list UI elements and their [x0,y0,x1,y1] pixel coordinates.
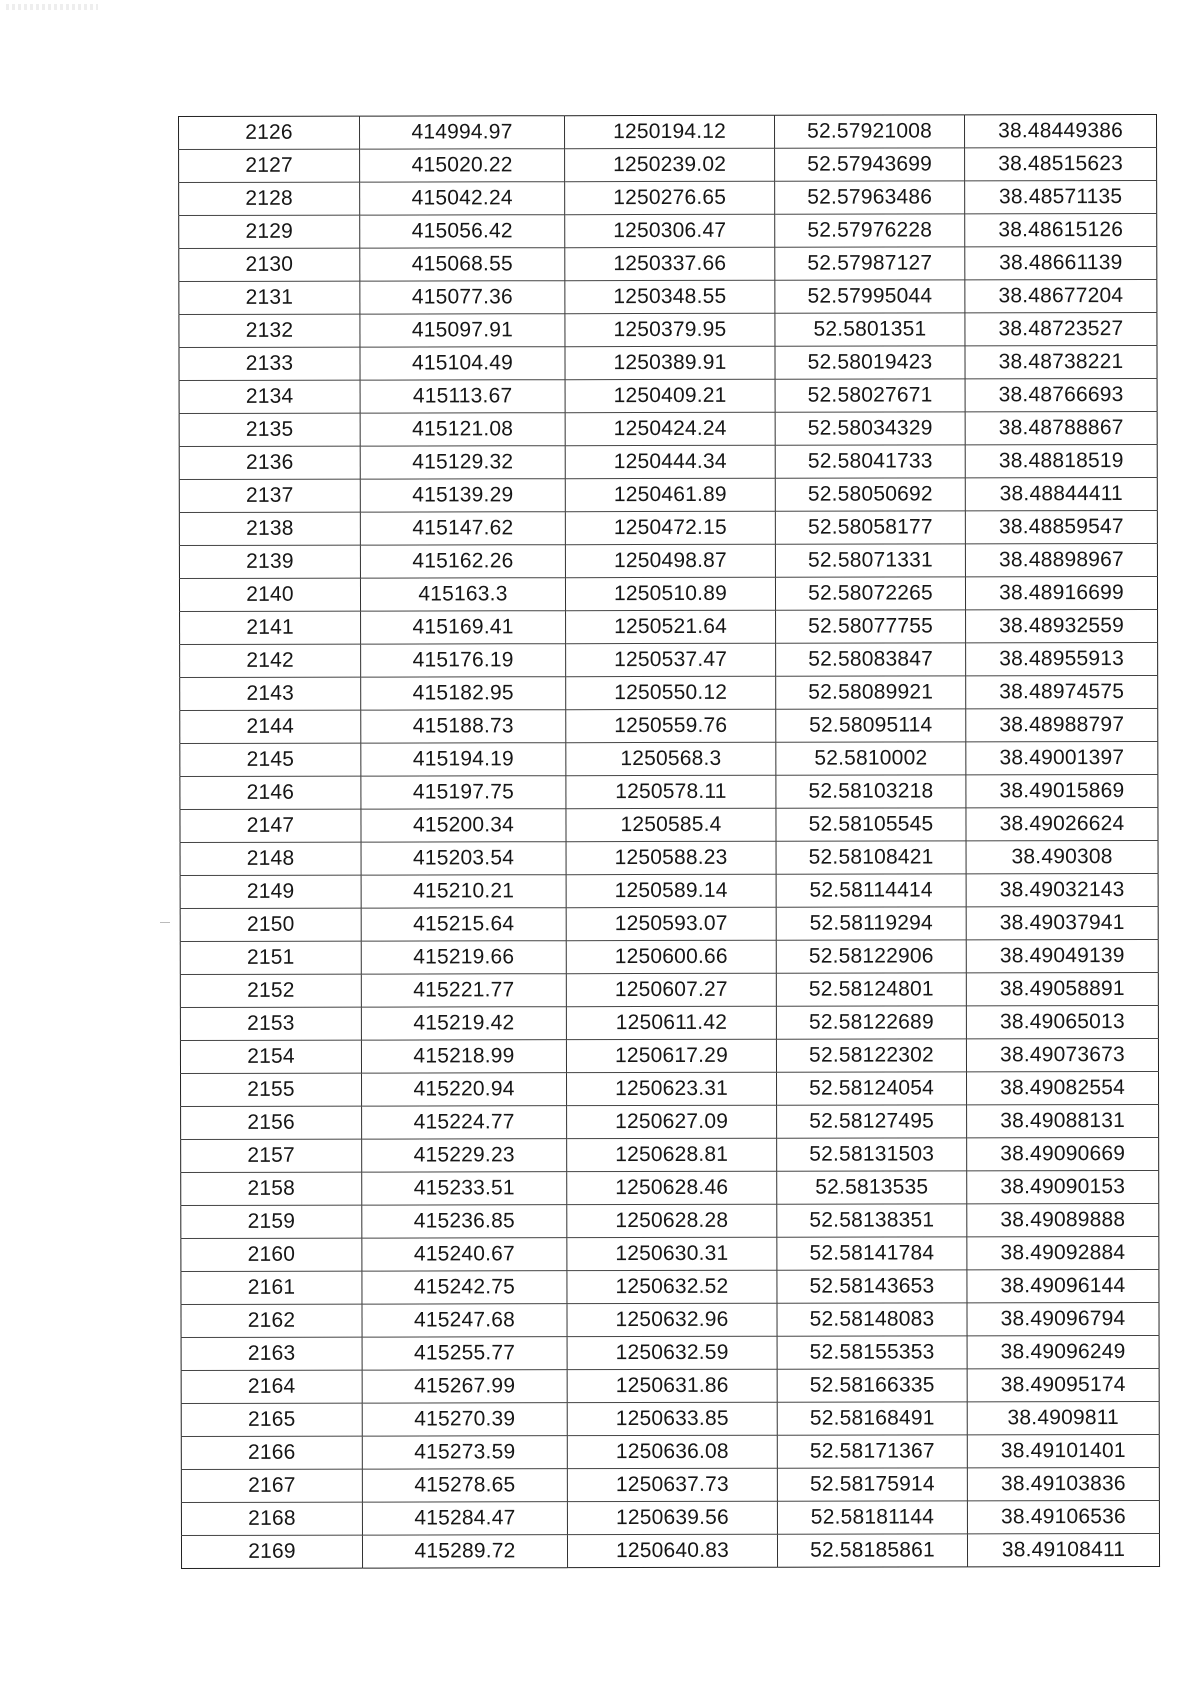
y-coordinate-cell: 1250472.15 [565,511,775,544]
point-number-cell: 2133 [179,347,360,380]
latitude-cell: 52.58185861 [777,1534,967,1567]
x-coordinate-cell: 415233.51 [362,1172,567,1205]
point-number-cell: 2156 [181,1106,362,1139]
x-coordinate-cell: 415182.95 [361,677,566,710]
latitude-cell: 52.58166335 [777,1369,967,1402]
x-coordinate-cell: 415219.42 [361,1007,566,1040]
x-coordinate-cell: 415284.47 [362,1502,567,1535]
x-coordinate-cell: 415020.22 [360,149,565,182]
x-coordinate-cell: 415218.99 [361,1040,566,1073]
point-number-cell: 2134 [179,380,360,413]
y-coordinate-cell: 1250276.65 [565,181,775,214]
x-coordinate-cell: 415176.19 [361,644,566,677]
x-coordinate-cell: 415121.08 [360,413,565,446]
table-row [179,510,1157,545]
table-row [180,741,1158,776]
longitude-cell: 38.48898967 [965,543,1157,576]
latitude-cell: 52.58077755 [776,610,966,643]
y-coordinate-cell: 1250589.14 [566,874,776,907]
longitude-cell: 38.49088131 [967,1104,1159,1137]
latitude-cell: 52.58027671 [775,379,965,412]
latitude-cell: 52.58141784 [777,1237,967,1270]
y-coordinate-cell: 1250306.47 [565,214,775,247]
x-coordinate-cell: 415147.62 [360,512,565,545]
y-coordinate-cell: 1250631.86 [567,1369,777,1402]
latitude-cell: 52.58105545 [776,808,966,841]
latitude-cell: 52.58122906 [776,940,966,973]
y-coordinate-cell: 1250498.87 [565,544,775,577]
y-coordinate-cell: 1250510.89 [565,577,775,610]
y-coordinate-cell: 1250588.23 [566,841,776,874]
x-coordinate-cell: 415219.66 [361,941,566,974]
table-row [179,477,1157,512]
coordinates-table [178,114,1160,1569]
latitude-cell: 52.57995044 [775,280,965,313]
scan-header-mark [6,4,98,10]
longitude-cell: 38.48859547 [965,510,1157,543]
point-number-cell: 2142 [180,644,361,677]
table-row [181,1467,1159,1502]
longitude-cell: 38.48988797 [966,708,1158,741]
latitude-cell: 52.58155353 [777,1336,967,1369]
table-row [180,1005,1158,1040]
point-number-cell: 2126 [179,116,360,149]
longitude-cell: 38.49108411 [1001,1538,1126,1562]
y-coordinate-cell: 1250617.29 [566,1039,776,1072]
latitude-cell: 52.58124054 [777,1072,967,1105]
x-coordinate-cell: 415278.65 [362,1469,567,1502]
table-row [179,279,1157,314]
longitude-cell: 38.490308 [966,840,1158,873]
table-row [181,1434,1159,1469]
table-row [181,1500,1159,1535]
point-number-cell: 2153 [180,1007,361,1040]
x-coordinate-cell: 415188.73 [361,710,566,743]
table-row [181,1302,1159,1337]
longitude-cell: 38.48571135 [965,180,1157,213]
point-number-cell: 2132 [179,314,360,347]
x-coordinate-cell: 415056.42 [360,215,565,248]
latitude-cell: 52.58119294 [776,907,966,940]
y-coordinate-cell: 1250632.96 [567,1303,777,1336]
y-coordinate-cell: 1250461.89 [565,478,775,511]
table-row [180,1038,1158,1073]
x-coordinate-cell: 415242.75 [362,1271,567,1304]
table-row [179,345,1157,380]
latitude-cell: 52.58083847 [776,643,966,676]
table-row [181,1368,1159,1403]
x-coordinate-cell: 415197.75 [361,776,566,809]
longitude-cell: 38.49032143 [966,873,1158,906]
longitude-cell: 38.49058891 [966,972,1158,1005]
point-number-cell: 2155 [181,1073,362,1106]
y-coordinate-cell: 1250379.95 [565,313,775,346]
latitude-cell: 52.58175914 [777,1468,967,1501]
y-coordinate-cell: 1250628.28 [567,1204,777,1237]
x-coordinate-cell: 415169.41 [361,611,566,644]
x-coordinate-cell: 415273.59 [362,1436,567,1469]
longitude-cell: 38.49089888 [967,1203,1159,1236]
table-row [181,1269,1159,1304]
table-row [180,774,1158,809]
x-coordinate-cell: 415267.99 [362,1370,567,1403]
table-row [179,114,1157,149]
latitude-cell: 52.58131503 [777,1138,967,1171]
longitude-cell: 38.48916699 [965,576,1157,609]
y-coordinate-cell: 1250389.91 [565,346,775,379]
table-row [179,180,1157,215]
latitude-cell: 52.58143653 [777,1270,967,1303]
longitude-cell: 38.49026624 [966,807,1158,840]
point-number-cell: 2160 [181,1238,362,1271]
y-coordinate-cell: 1250611.42 [566,1006,776,1039]
latitude-cell: 52.58114414 [776,874,966,907]
latitude-cell: 52.58072265 [775,577,965,610]
latitude-cell: 52.58171367 [777,1435,967,1468]
point-number-cell: 2147 [180,809,361,842]
y-coordinate-cell: 1250424.24 [565,412,775,445]
point-number-cell: 2137 [179,479,360,512]
point-number-cell: 2157 [181,1139,362,1172]
longitude-cell: 38.48932559 [966,609,1158,642]
y-coordinate-cell: 1250607.27 [566,973,776,1006]
y-coordinate-cell: 1250568.3 [566,742,776,775]
longitude-cell: 38.48615126 [965,213,1157,246]
y-coordinate-cell: 1250627.09 [567,1105,777,1138]
point-number-cell: 2130 [179,248,360,281]
table-row [179,246,1157,281]
x-coordinate-cell: 415162.26 [360,545,565,578]
latitude-cell: 52.58019423 [775,346,965,379]
y-coordinate-cell: 1250550.12 [566,676,776,709]
x-coordinate-cell: 415224.77 [362,1106,567,1139]
table-row [180,609,1158,644]
latitude-cell: 52.58181144 [777,1501,967,1534]
latitude-cell: 52.58071331 [775,544,965,577]
point-number-cell: 2136 [179,446,360,479]
point-number-cell: 2163 [181,1337,362,1370]
longitude-cell: 38.49037941 [966,906,1158,939]
point-number-cell: 2152 [180,974,361,1007]
longitude-cell: 38.49090153 [967,1170,1159,1203]
latitude-cell: 52.58095114 [776,709,966,742]
longitude-cell: 38.49101401 [967,1434,1159,1467]
y-coordinate-cell: 1250578.11 [566,775,776,808]
point-number-cell: 2141 [180,611,361,644]
x-coordinate-cell: 415203.54 [361,842,566,875]
longitude-cell: 38.48974575 [966,675,1158,708]
table-row [179,312,1157,347]
x-coordinate-cell: 415113.67 [360,380,565,413]
longitude-cell: 38.49096249 [967,1335,1159,1368]
table-row [181,1170,1159,1205]
x-coordinate-cell: 415042.24 [360,182,565,215]
x-coordinate-cell: 415163.3 [360,578,565,611]
table-row [180,906,1158,941]
table-row [181,1401,1159,1436]
point-number-cell: 2162 [181,1304,362,1337]
point-number-cell: 2146 [180,776,361,809]
point-number-cell: 2144 [180,710,361,743]
point-number-cell: 2150 [180,908,361,941]
latitude-cell: 52.5813535 [777,1171,967,1204]
table-row [179,147,1157,182]
latitude-cell: 52.58168491 [777,1402,967,1435]
y-coordinate-cell: 1250537.47 [566,643,776,676]
y-coordinate-cell: 1250632.52 [567,1270,777,1303]
x-coordinate-cell: 415200.34 [361,809,566,842]
longitude-cell: 38.49096794 [967,1302,1159,1335]
y-coordinate-cell: 1250521.64 [566,610,776,643]
table-row [179,576,1157,611]
point-number-cell: 2131 [179,281,360,314]
y-coordinate-cell: 1250444.34 [565,445,775,478]
table-row [180,972,1158,1007]
y-coordinate-cell: 1250632.59 [567,1336,777,1369]
longitude-cell: 38.48738221 [965,345,1157,378]
latitude-cell: 52.57976228 [775,214,965,247]
point-number-cell: 2149 [180,875,361,908]
latitude-cell: 52.57921008 [774,115,964,148]
y-coordinate-cell: 1250639.56 [567,1501,777,1534]
x-coordinate-cell: 415220.94 [362,1073,567,1106]
latitude-cell: 52.58058177 [775,511,965,544]
longitude-cell: 38.49106536 [967,1500,1159,1533]
x-coordinate-cell: 415255.77 [362,1337,567,1370]
x-coordinate-cell: 415077.36 [360,281,565,314]
longitude-cell: 38.49065013 [966,1005,1158,1038]
y-coordinate-cell: 1250559.76 [566,709,776,742]
longitude-cell: 38.49049139 [966,939,1158,972]
longitude-cell: 38.49015869 [966,774,1158,807]
latitude-cell: 52.58127495 [777,1105,967,1138]
point-number-cell: 2140 [179,578,360,611]
coordinates-table-body [179,114,1160,1568]
point-number-cell: 2154 [180,1040,361,1073]
point-number-cell: 2169 [181,1535,362,1568]
table-row [181,1203,1159,1238]
x-coordinate-cell: 415229.23 [362,1139,567,1172]
point-number-cell: 2151 [180,941,361,974]
y-coordinate-cell: 1250633.85 [567,1402,777,1435]
y-coordinate-cell: 1250585.4 [566,808,776,841]
table-row [181,1071,1159,1106]
y-coordinate-cell: 1250640.83 [567,1534,777,1567]
table-row [180,873,1158,908]
longitude-cell: 38.48677204 [965,279,1157,312]
longitude-cell: 38.49103836 [967,1467,1159,1500]
longitude-cell: 38.48844411 [965,477,1157,510]
longitude-cell: 38.49090669 [967,1137,1159,1170]
latitude-cell: 52.58138351 [777,1204,967,1237]
y-coordinate-cell: 1250337.66 [565,247,775,280]
longitude-cell: 38.48788867 [965,411,1157,444]
y-coordinate-cell: 1250628.81 [567,1138,777,1171]
table-row [180,642,1158,677]
y-coordinate-cell: 1250593.07 [566,907,776,940]
x-coordinate-cell: 415139.29 [360,479,565,512]
point-number-cell: 2159 [181,1205,362,1238]
x-coordinate-cell: 415247.68 [362,1304,567,1337]
y-coordinate-cell: 1250628.46 [567,1171,777,1204]
latitude-cell: 52.58122689 [776,1006,966,1039]
latitude-cell: 52.58108421 [776,841,966,874]
x-coordinate-cell: 415289.72 [362,1535,567,1568]
y-coordinate-cell: 1250600.66 [566,940,776,973]
latitude-cell: 52.57943699 [775,148,965,181]
table-row [179,378,1157,413]
point-number-cell: 2138 [179,512,360,545]
latitude-cell: 52.58148083 [777,1303,967,1336]
table-row [181,1335,1159,1370]
x-coordinate-cell: 415194.19 [361,743,566,776]
latitude-cell: 52.5801351 [775,313,965,346]
table-row [180,807,1158,842]
point-number-cell: 2158 [181,1172,362,1205]
y-coordinate-cell: 1250194.12 [565,115,775,148]
point-number-cell: 2128 [179,182,360,215]
x-coordinate-cell: 415270.39 [362,1403,567,1436]
longitude-cell: 38.48766693 [965,378,1157,411]
longitude-cell: 38.49092884 [967,1236,1159,1269]
table-row [179,543,1157,578]
longitude-cell: 38.48661139 [965,246,1157,279]
x-coordinate-cell: 415068.55 [360,248,565,281]
latitude-cell: 52.58034329 [775,412,965,445]
point-number-cell: 2165 [181,1403,362,1436]
y-coordinate-cell: 1250623.31 [567,1072,777,1105]
table-row [181,1137,1159,1172]
x-coordinate-cell: 415236.85 [362,1205,567,1238]
x-coordinate-cell: 415104.49 [360,347,565,380]
table-row [180,708,1158,743]
latitude-cell: 52.58103218 [776,775,966,808]
longitude-cell: 38.49095174 [967,1368,1159,1401]
longitude-cell: 38.48723527 [965,312,1157,345]
table-row [179,213,1157,248]
x-coordinate-cell: 415221.77 [361,974,566,1007]
table-row [180,675,1158,710]
point-number-cell: 2143 [180,677,361,710]
scan-stray-mark [160,922,170,923]
longitude-cell: 38.48955913 [966,642,1158,675]
longitude-cell: 38.48818519 [965,444,1157,477]
table-row [180,939,1158,974]
longitude-cell: 38.49096144 [967,1269,1159,1302]
table-row [181,1104,1159,1139]
longitude-cell: 38.49082554 [967,1071,1159,1104]
point-number-cell: 2148 [180,842,361,875]
x-coordinate-cell: 415210.21 [361,875,566,908]
point-number-cell: 2166 [181,1436,362,1469]
table-row [179,411,1157,446]
x-coordinate-cell: 414994.97 [360,116,565,149]
table-row [179,444,1157,479]
x-coordinate-cell: 415215.64 [361,908,566,941]
table-row [180,840,1158,875]
y-coordinate-cell: 1250636.08 [567,1435,777,1468]
y-coordinate-cell: 1250409.21 [565,379,775,412]
latitude-cell: 52.57963486 [775,181,965,214]
point-number-cell: 2168 [181,1502,362,1535]
table-row [181,1533,1159,1568]
table-row [181,1236,1159,1271]
point-number-cell: 2167 [181,1469,362,1502]
point-number-cell: 2139 [179,545,360,578]
latitude-cell: 52.58124801 [776,973,966,1006]
x-coordinate-cell: 415129.32 [360,446,565,479]
y-coordinate-cell: 1250630.31 [567,1237,777,1270]
latitude-cell: 52.58089921 [776,676,966,709]
point-number-cell: 2127 [179,149,360,182]
latitude-cell: 52.58122302 [776,1039,966,1072]
y-coordinate-cell: 1250348.55 [565,280,775,313]
y-coordinate-cell: 1250637.73 [567,1468,777,1501]
latitude-cell: 52.57987127 [775,247,965,280]
y-coordinate-cell: 1250239.02 [565,148,775,181]
longitude-cell: 38.49001397 [966,741,1158,774]
point-number-cell: 2129 [179,215,360,248]
x-coordinate-cell: 415097.91 [360,314,565,347]
longitude-cell: 38.49073673 [966,1038,1158,1071]
latitude-cell: 52.5810002 [776,742,966,775]
latitude-cell: 52.58041733 [775,445,965,478]
point-number-cell: 2161 [181,1271,362,1304]
longitude-cell: 38.4909811 [967,1401,1159,1434]
x-coordinate-cell: 415240.67 [362,1238,567,1271]
longitude-cell: 38.48449386 [964,114,1156,147]
longitude-cell: 38.48515623 [965,147,1157,180]
point-number-cell: 2164 [181,1370,362,1403]
latitude-cell: 52.58050692 [775,478,965,511]
point-number-cell: 2135 [179,413,360,446]
point-number-cell: 2145 [180,743,361,776]
